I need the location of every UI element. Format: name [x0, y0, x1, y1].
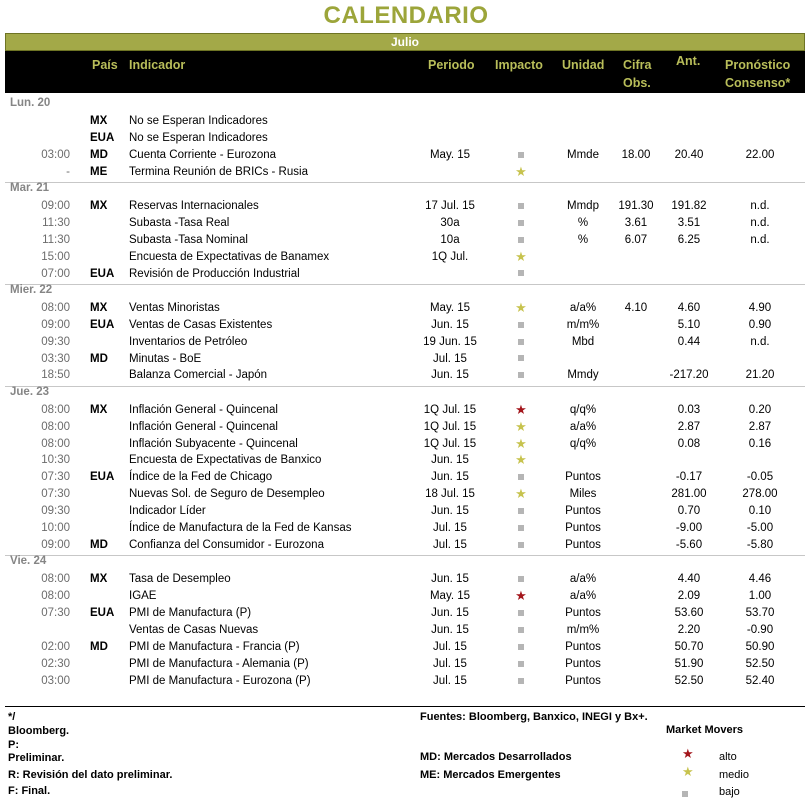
indicador-cell: Encuesta de Expectativas de Banxico [129, 454, 322, 467]
day-separator [5, 182, 805, 183]
table-row [0, 215, 812, 231]
impact-square-icon [500, 656, 542, 672]
impact-square-icon [500, 198, 542, 214]
pais-cell: EUA [90, 607, 115, 619]
indicador-cell: Minutas - BoE [129, 352, 202, 365]
square-icon [682, 786, 688, 800]
time-cell: 11:30 [42, 216, 70, 229]
table-row [0, 605, 812, 621]
pronostico-cell: 0.20 [748, 403, 772, 416]
time-cell: 18:50 [41, 369, 70, 382]
pais-cell: MD [90, 148, 108, 161]
pronostico-cell: 0.16 [748, 437, 772, 450]
cifra-obs-cell: 18.00 [621, 148, 651, 161]
impact-star-icon: ★ [515, 588, 527, 604]
time-cell: 07:00 [41, 267, 70, 280]
day-separator [5, 386, 805, 387]
periodo-cell: Jul. 15 [433, 522, 467, 534]
pronostico-cell: n.d. [750, 233, 770, 246]
header-pais: País [92, 58, 118, 72]
unidad-cell: m/m% [566, 623, 600, 636]
periodo-cell: May. 15 [429, 301, 471, 314]
time-cell: - [66, 165, 70, 178]
time-cell: 11:30 [42, 233, 70, 246]
periodo-cell: Jun. 15 [431, 623, 469, 636]
footer-md: MD: Mercados Desarrollados [420, 751, 572, 763]
pais-cell: MX [90, 301, 108, 314]
time-cell: 03:00 [41, 674, 70, 687]
pais-cell: MX [90, 114, 108, 127]
pronostico-cell: 21.20 [745, 369, 775, 382]
header-obs: Obs. [623, 76, 651, 90]
time-cell: 07:30 [41, 471, 70, 484]
periodo-cell: Jun. 15 [431, 454, 469, 467]
unidad-cell: a/a% [569, 590, 597, 603]
pais-cell: MX [90, 199, 108, 212]
periodo-cell: 18 Jul. 15 [425, 488, 475, 501]
ant-cell: 53.60 [674, 607, 704, 619]
pronostico-cell: 4.46 [748, 573, 772, 586]
table-row [0, 656, 812, 672]
pronostico-cell: -5.00 [746, 522, 774, 534]
impact-square-icon [500, 147, 542, 163]
pronostico-cell: 50.90 [745, 640, 775, 653]
impact-square-icon [500, 605, 542, 621]
time-cell: 08:00 [41, 403, 70, 416]
pronostico-cell: n.d. [750, 216, 770, 229]
time-cell: 03:00 [41, 148, 70, 161]
ant-cell: 2.20 [677, 623, 701, 636]
table-row [0, 367, 812, 383]
periodo-cell: 1Q Jul. [431, 250, 469, 263]
footer-note-final: F: Final. [8, 785, 51, 797]
pais-cell: EUA [90, 471, 115, 484]
periodo-cell: Jul. 15 [433, 657, 467, 670]
unidad-cell: Puntos [565, 522, 601, 534]
periodo-cell: Jul. 15 [433, 674, 467, 687]
table-row [0, 452, 812, 468]
pronostico-cell: -0.05 [746, 471, 774, 484]
impact-star-icon: ★ [515, 435, 527, 451]
indicador-cell: Inflación General - Quincenal [129, 403, 278, 416]
time-cell: 09:00 [41, 538, 70, 551]
indicador-cell: PMI de Manufactura - Eurozona (P) [129, 674, 311, 687]
unidad-cell: Miles [569, 488, 597, 501]
star-icon: ★ [682, 764, 694, 779]
indicador-cell: Ventas de Casas Nuevas [129, 623, 259, 636]
ant-cell: 20.40 [674, 148, 704, 161]
periodo-cell: 1Q Jul. 15 [423, 420, 477, 433]
indicador-cell: Ventas Minoristas [129, 301, 220, 314]
impact-square-icon [500, 622, 542, 638]
pais-cell: MX [90, 573, 108, 586]
periodo-cell: Jul. 15 [433, 352, 467, 365]
impact-star-icon: ★ [515, 163, 527, 179]
legend-title: Market Movers [666, 724, 744, 736]
pronostico-cell: 4.90 [748, 301, 772, 314]
indicador-cell: Indicador Líder [129, 505, 206, 518]
pronostico-cell: 2.87 [748, 420, 772, 433]
table-row [0, 486, 812, 502]
indicador-cell: PMI de Manufactura - Francia (P) [129, 640, 300, 653]
time-cell: 10:30 [41, 454, 70, 467]
table-header [5, 51, 805, 93]
table-row [0, 249, 812, 265]
ant-cell: 0.08 [677, 437, 701, 450]
legend-medio: medio [719, 769, 749, 781]
legend-bajo: bajo [719, 786, 740, 798]
time-cell: 08:00 [41, 573, 70, 586]
ant-cell: 0.70 [677, 505, 701, 518]
periodo-cell: 1Q Jul. 15 [423, 437, 477, 450]
table-row [0, 436, 812, 452]
footer-note-bloomberg: Bloomberg. [8, 725, 70, 737]
table-row [0, 232, 812, 248]
impact-star-icon: ★ [515, 452, 527, 468]
header-unidad: Unidad [562, 58, 605, 72]
indicador-cell: Ventas de Casas Existentes [129, 318, 273, 331]
ant-cell: -0.17 [675, 471, 703, 484]
pronostico-cell: n.d. [750, 199, 770, 212]
ant-cell: 4.60 [677, 301, 701, 314]
indicador-cell: IGAE [129, 590, 157, 603]
impact-square-icon [500, 520, 542, 536]
pais-cell: EUA [90, 131, 115, 144]
indicador-cell: Nuevas Sol. de Seguro de Desempleo [129, 488, 325, 501]
ant-cell: 2.09 [677, 590, 701, 603]
impact-square-icon [500, 334, 542, 350]
cifra-obs-cell: 6.07 [624, 233, 648, 246]
table-row [0, 537, 812, 553]
impact-square-icon [500, 673, 542, 689]
table-row [0, 673, 812, 689]
periodo-cell: 1Q Jul. 15 [423, 403, 477, 416]
ant-cell: 51.90 [674, 657, 704, 670]
unidad-cell: % [577, 233, 589, 246]
time-cell: 09:00 [41, 318, 70, 331]
ant-cell: 191.82 [671, 199, 707, 212]
footer-note-preliminar: Preliminar. [8, 752, 65, 764]
cifra-obs-cell: 191.30 [618, 199, 654, 212]
periodo-cell: Jun. 15 [431, 318, 469, 331]
table-row [0, 469, 812, 485]
header-impacto: Impacto [495, 58, 543, 72]
header-periodo: Periodo [428, 58, 475, 72]
time-cell: 09:30 [41, 505, 70, 518]
ant-cell: 50.70 [674, 640, 704, 653]
ant-cell: -9.00 [675, 522, 703, 534]
impact-star-icon: ★ [515, 486, 527, 502]
pronostico-cell: 1.00 [748, 590, 772, 603]
page-title: CALENDARIO [323, 2, 489, 29]
periodo-cell: Jun. 15 [431, 471, 469, 484]
unidad-cell: q/q% [569, 403, 597, 416]
day-label: Lun. 20 [10, 97, 51, 109]
impact-square-icon [500, 351, 542, 367]
ant-cell: 4.40 [677, 573, 701, 586]
periodo-cell: Jun. 15 [431, 369, 469, 382]
table-row [0, 419, 812, 435]
table-row [0, 503, 812, 519]
impact-square-icon [500, 503, 542, 519]
time-cell: 08:00 [41, 420, 70, 433]
ant-cell: 0.44 [677, 335, 701, 348]
time-cell: 08:00 [41, 590, 70, 603]
pais-cell: MD [90, 640, 108, 653]
unidad-cell: Mmde [567, 148, 599, 161]
ant-cell: 5.10 [677, 318, 701, 331]
pronostico-cell: 53.70 [745, 607, 775, 619]
indicador-cell: PMI de Manufactura - Alemania (P) [129, 657, 309, 670]
time-cell: 09:30 [41, 335, 70, 348]
impact-square-icon [500, 639, 542, 655]
indicador-cell: Subasta -Tasa Real [129, 216, 230, 229]
unidad-cell: Puntos [565, 640, 601, 653]
table-row [0, 520, 812, 536]
impact-star-icon: ★ [515, 418, 527, 434]
indicador-cell: Inventarios de Petróleo [129, 335, 248, 348]
table-row [0, 334, 812, 350]
footer-divider [5, 706, 805, 707]
time-cell: 09:00 [41, 199, 70, 212]
table-row [0, 130, 812, 146]
pronostico-cell: 52.40 [745, 674, 775, 687]
unidad-cell: a/a% [569, 573, 597, 586]
unidad-cell: m/m% [566, 318, 600, 331]
day-separator [5, 555, 805, 556]
ant-cell: 2.87 [677, 420, 701, 433]
time-cell: 15:00 [41, 250, 70, 263]
unidad-cell: Mmdp [567, 199, 599, 212]
pais-cell: EUA [90, 318, 115, 331]
star-icon: ★ [682, 746, 694, 761]
header-indicador: Indicador [129, 58, 186, 72]
indicador-cell: Encuesta de Expectativas de Banamex [129, 250, 330, 263]
footer-note-p: P: [8, 739, 19, 751]
table-row [0, 164, 812, 180]
month-bar: Julio [5, 33, 805, 51]
time-cell: 02:00 [41, 640, 70, 653]
indicador-cell: Confianza del Consumidor - Eurozona [129, 538, 324, 551]
pronostico-cell: 0.10 [748, 505, 772, 518]
impact-square-icon [500, 317, 542, 333]
unidad-cell: Puntos [565, 607, 601, 619]
pais-cell: ME [90, 165, 108, 178]
indicador-cell: Termina Reunión de BRICs - Rusia [129, 165, 308, 178]
indicador-cell: Balanza Comercial - Japón [129, 369, 268, 382]
unidad-cell: Puntos [565, 657, 601, 670]
table-row [0, 317, 812, 333]
indicador-cell: Reservas Internacionales [129, 199, 259, 212]
time-cell: 07:30 [41, 607, 70, 619]
table-row [0, 147, 812, 163]
impact-square-icon [500, 232, 542, 248]
cifra-obs-cell: 3.61 [624, 216, 648, 229]
unidad-cell: % [577, 216, 589, 229]
pais-cell: MD [90, 538, 108, 551]
day-label: Mar. 21 [10, 182, 49, 194]
unidad-cell: a/a% [569, 420, 597, 433]
pais-cell: MX [90, 403, 108, 416]
table-row [0, 622, 812, 638]
indicador-cell: No se Esperan Indicadores [129, 114, 268, 127]
table-row [0, 588, 812, 604]
unidad-cell: Puntos [565, 505, 601, 518]
unidad-cell: Puntos [565, 538, 601, 551]
footer-note-revision: R: Revisión del dato preliminar. [8, 769, 173, 781]
indicador-cell: No se Esperan Indicadores [129, 131, 268, 144]
unidad-cell: Puntos [565, 471, 601, 484]
impact-square-icon [500, 571, 542, 587]
indicador-cell: Índice de Manufactura de la Fed de Kansas [129, 522, 352, 534]
periodo-cell: 17 Jul. 15 [425, 199, 475, 212]
day-label: Vie. 24 [10, 555, 47, 568]
footer-note-star: */ [8, 711, 16, 723]
table-row [0, 571, 812, 587]
pronostico-cell: 22.00 [745, 148, 775, 161]
impact-square-icon [500, 215, 542, 231]
periodo-cell: 19 Jun. 15 [423, 335, 477, 348]
impact-star-icon: ★ [515, 248, 527, 264]
periodo-cell: May. 15 [429, 148, 471, 161]
pronostico-cell: -5.80 [746, 538, 774, 551]
day-label: Jue. 23 [10, 385, 49, 398]
header-cifra: Cifra [623, 58, 652, 72]
table-row [0, 198, 812, 214]
time-cell: 08:00 [41, 437, 70, 450]
indicador-cell: Revisión de Producción Industrial [129, 267, 300, 280]
pronostico-cell: n.d. [750, 335, 770, 348]
ant-cell: 6.25 [677, 233, 701, 246]
impact-square-icon [500, 537, 542, 553]
legend-alto: alto [719, 751, 737, 763]
unidad-cell: a/a% [569, 301, 597, 314]
indicador-cell: Inflación General - Quincenal [129, 420, 278, 433]
time-cell: 10:00 [41, 522, 70, 534]
impact-star-icon: ★ [515, 299, 527, 315]
ant-cell: -217.20 [669, 369, 709, 382]
table-row [0, 639, 812, 655]
footer-sources: Fuentes: Bloomberg, Banxico, INEGI y Bx+. [420, 711, 648, 723]
periodo-cell: Jul. 15 [433, 538, 467, 551]
impact-square-icon [500, 266, 542, 282]
unidad-cell: q/q% [569, 437, 597, 450]
unidad-cell: Puntos [565, 674, 601, 687]
pais-cell: MD [90, 352, 108, 365]
indicador-cell: PMI de Manufactura (P) [129, 607, 252, 619]
table-row [0, 113, 812, 129]
pais-cell: EUA [90, 267, 115, 280]
time-cell: 03:30 [41, 352, 70, 365]
footer-me: ME: Mercados Emergentes [420, 769, 561, 781]
periodo-cell: 30a [440, 216, 460, 229]
table-row [0, 351, 812, 367]
impact-square-icon [500, 367, 542, 383]
pronostico-cell: -0.90 [746, 623, 774, 636]
indicador-cell: Subasta -Tasa Nominal [129, 233, 248, 246]
time-cell: 02:30 [41, 657, 70, 670]
day-label: Mier. 22 [10, 283, 53, 296]
pronostico-cell: 278.00 [742, 488, 778, 501]
table-row [0, 402, 812, 418]
table-row [0, 266, 812, 282]
header-pronostico: Pronóstico [725, 58, 791, 72]
impact-star-icon: ★ [515, 401, 527, 417]
indicador-cell: Tasa de Desempleo [129, 573, 231, 586]
table-row [0, 300, 812, 316]
pronostico-cell: 52.50 [745, 657, 775, 670]
time-cell: 07:30 [41, 488, 70, 501]
header-ant: Ant. [676, 54, 701, 68]
time-cell: 08:00 [41, 301, 70, 314]
periodo-cell: Jul. 15 [433, 640, 467, 653]
indicador-cell: Índice de la Fed de Chicago [129, 471, 273, 484]
pronostico-cell: 0.90 [748, 318, 772, 331]
periodo-cell: 10a [440, 233, 460, 246]
ant-cell: -5.60 [675, 538, 703, 551]
ant-cell: 281.00 [671, 488, 707, 501]
periodo-cell: Jun. 15 [431, 505, 469, 518]
day-separator [5, 284, 805, 285]
ant-cell: 0.03 [677, 403, 701, 416]
ant-cell: 52.50 [674, 674, 704, 687]
periodo-cell: Jun. 15 [431, 573, 469, 586]
periodo-cell: Jun. 15 [431, 607, 469, 619]
indicador-cell: Cuenta Corriente - Eurozona [129, 148, 277, 161]
unidad-cell: Mmdy [567, 369, 599, 382]
cifra-obs-cell: 4.10 [624, 301, 648, 314]
indicador-cell: Inflación Subyacente - Quincenal [129, 437, 298, 450]
periodo-cell: May. 15 [429, 590, 471, 603]
impact-square-icon [500, 469, 542, 485]
ant-cell: 3.51 [677, 216, 701, 229]
header-consenso: Consenso* [725, 76, 791, 90]
unidad-cell: Mbd [571, 335, 595, 348]
